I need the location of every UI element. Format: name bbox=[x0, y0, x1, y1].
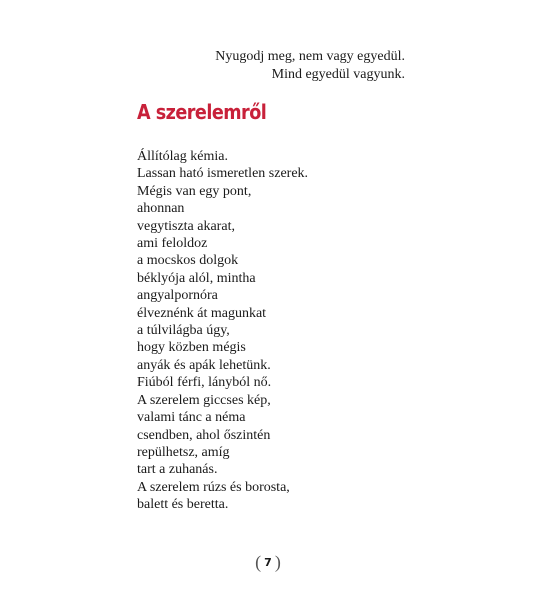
poem-line: angyalpornóra bbox=[137, 288, 218, 304]
poem-line: Állítólag kémia. bbox=[137, 149, 228, 164]
poem-line: csendben, ahol őszintén bbox=[137, 427, 271, 443]
epigraph-line-2: Mind egyedül vagyunk. bbox=[271, 67, 405, 82]
poem-line: Lassan ható ismeretlen szerek. bbox=[137, 166, 309, 182]
poem-line: repülhetsz, amíg bbox=[137, 444, 230, 460]
poem-line: hogy közben mégis bbox=[137, 340, 246, 356]
poem-line: élveznénk át magunkat bbox=[137, 305, 267, 321]
poem-line: anyák és apák lehetünk. bbox=[137, 357, 271, 373]
epigraph bbox=[215, 48, 405, 84]
poem-title: A szerelemről bbox=[137, 100, 267, 124]
poem-body bbox=[137, 148, 308, 514]
epigraph-line-1: Nyugodj meg, nem vagy egyedül. bbox=[215, 49, 405, 64]
poem-line: ahonnan bbox=[137, 201, 185, 217]
poem-line: valami tánc a néma bbox=[137, 410, 246, 426]
page-number bbox=[255, 551, 281, 573]
poem-line: balett és beretta. bbox=[137, 497, 229, 513]
poem-line: A szerelem giccses kép, bbox=[137, 392, 271, 408]
poem-line: tart a zuhanás. bbox=[137, 462, 218, 478]
poem-line: béklyója alól, mintha bbox=[137, 270, 256, 286]
page-number-left-paren: ( bbox=[255, 552, 262, 572]
poem-line: A szerelem rúzs és borosta, bbox=[137, 479, 290, 495]
poem-line: a mocskos dolgok bbox=[137, 253, 239, 269]
poem-line: a túlvilágba úgy, bbox=[137, 323, 230, 339]
page-number-right-paren: ) bbox=[274, 552, 281, 572]
poem-line: ami feloldoz bbox=[137, 236, 208, 252]
page-number-value: 7 bbox=[264, 555, 272, 569]
poem-line: Fiúból férfi, lányból nő. bbox=[137, 375, 272, 391]
poem-line: Mégis van egy pont, bbox=[137, 183, 252, 199]
poem-line: vegytiszta akarat, bbox=[137, 218, 235, 234]
